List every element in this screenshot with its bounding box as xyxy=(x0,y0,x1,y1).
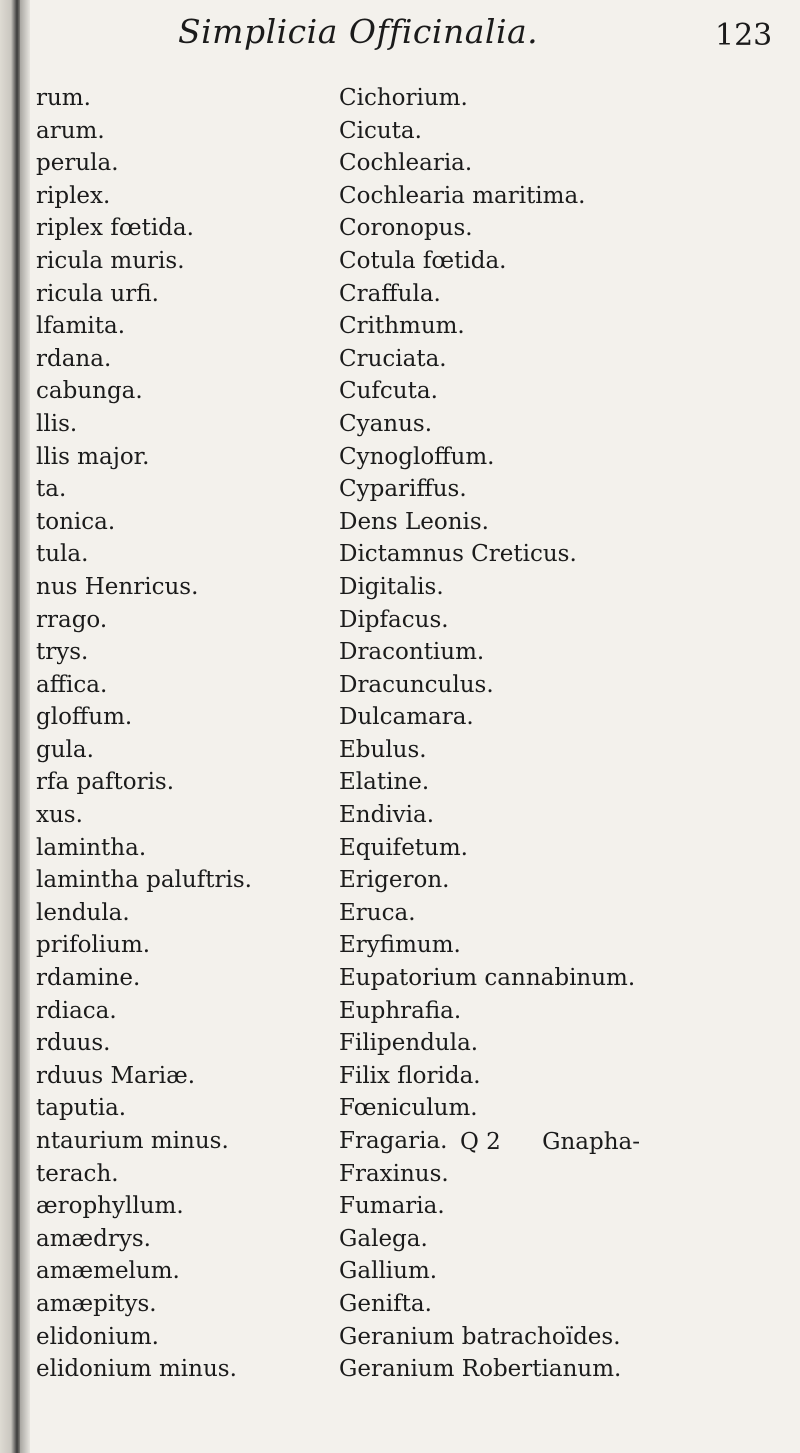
list-item: rrago. xyxy=(36,606,108,633)
list-item: Genifta. xyxy=(339,1290,432,1317)
list-item: Dulcamara. xyxy=(339,704,474,731)
list-item: trys. xyxy=(36,639,89,666)
list-item: Euphrafia. xyxy=(339,997,462,1024)
list-item: lendula. xyxy=(36,899,130,926)
page-footer xyxy=(460,1129,640,1155)
list-item: Cyanus. xyxy=(339,410,433,437)
list-item: Cruciata. xyxy=(339,345,447,372)
list-item: Dictamnus Creticus. xyxy=(339,541,577,568)
list-item: riplex fœtida. xyxy=(36,215,194,242)
list-item: ricula muris. xyxy=(36,247,185,274)
list-item: rduus Mariæ. xyxy=(36,1062,196,1089)
list-item: taputia. xyxy=(36,1095,127,1122)
page-number: 123 xyxy=(715,18,773,53)
list-item: elidonium. xyxy=(36,1323,159,1350)
list-item: ærophyllum. xyxy=(36,1193,184,1220)
list-item: nus Henricus. xyxy=(36,573,199,600)
list-item: rum. xyxy=(36,85,91,111)
list-item: xus. xyxy=(36,802,83,829)
list-item: Fraxinus. xyxy=(339,1160,449,1187)
list-item: ntaurium minus. xyxy=(36,1128,229,1154)
list-item: Filipendula. xyxy=(339,1030,479,1057)
list-item: Dens Leonis. xyxy=(339,508,489,535)
list-item: Coronopus. xyxy=(339,215,473,242)
list-item: Crithmum. xyxy=(339,313,465,340)
catchword: Gnapha- xyxy=(542,1129,641,1155)
list-item: Geranium Robertianum. xyxy=(339,1356,622,1383)
list-item: Craffula. xyxy=(339,280,441,307)
list-item: Eruca. xyxy=(339,899,416,926)
list-item: Cicuta. xyxy=(339,117,422,144)
list-item: Dracunculus. xyxy=(339,671,494,698)
list-item: prifolium. xyxy=(36,932,151,959)
list-item: Ebulus. xyxy=(339,736,427,763)
list-item: Dipfacus. xyxy=(339,606,449,633)
list-item: Geranium batrachoïdes. xyxy=(339,1323,621,1350)
book-gutter-shadow xyxy=(0,0,20,1453)
list-item: lfamita. xyxy=(36,313,126,340)
list-item: lamintha paluftris. xyxy=(36,867,252,894)
list-item: terach. xyxy=(36,1160,119,1187)
list-item: Cynogloffum. xyxy=(339,443,495,470)
left-column xyxy=(36,82,336,1386)
list-item: elidonium minus. xyxy=(36,1356,237,1383)
list-item: Gallium. xyxy=(339,1258,438,1285)
signature-mark: Q 2 xyxy=(460,1129,501,1155)
running-head: Simplicia Officinalia. xyxy=(178,12,539,51)
list-item: rduus. xyxy=(36,1030,111,1057)
list-item: Equifetum. xyxy=(339,834,468,861)
list-item: affica. xyxy=(36,671,108,698)
list-item: Erigeron. xyxy=(339,867,450,894)
list-item: lamintha. xyxy=(36,834,147,861)
list-item: rdiaca. xyxy=(36,997,117,1024)
list-item: tonica. xyxy=(36,508,116,535)
list-item: llis. xyxy=(36,410,78,437)
list-item: gloffum. xyxy=(36,704,133,731)
list-item: amæmelum. xyxy=(36,1258,180,1285)
list-item: Eryfimum. xyxy=(339,932,461,959)
list-item: rdana. xyxy=(36,345,112,372)
list-item: ta. xyxy=(36,476,67,503)
list-item: arum. xyxy=(36,117,105,144)
list-item: rdamine. xyxy=(36,965,141,992)
list-item: Galega. xyxy=(339,1225,428,1252)
list-item: ricula urfi. xyxy=(36,280,159,307)
list-item: llis major. xyxy=(36,443,150,470)
list-item: gula. xyxy=(36,736,94,763)
page-header xyxy=(0,12,800,60)
list-item: cabunga. xyxy=(36,378,143,405)
list-item: amæpitys. xyxy=(36,1290,157,1317)
list-item: Digitalis. xyxy=(339,573,444,600)
list-item: Cochlearia. xyxy=(339,150,473,177)
list-item: perula. xyxy=(36,150,119,177)
list-item: Cochlearia maritima. xyxy=(339,182,586,209)
list-item: Filix florida. xyxy=(339,1062,481,1089)
list-item: Dracontium. xyxy=(339,639,485,666)
list-item: amædrys. xyxy=(36,1225,151,1252)
list-item: tula. xyxy=(36,541,89,568)
list-item: riplex. xyxy=(36,182,111,209)
page-inner-margin xyxy=(20,0,30,1453)
list-item: Fumaria. xyxy=(339,1193,445,1220)
right-column xyxy=(339,82,779,1386)
list-item: Cotula fœtida. xyxy=(339,247,507,274)
list-item: Cufcuta. xyxy=(339,378,438,405)
list-item: Eupatorium cannabinum. xyxy=(339,965,636,992)
list-item: Elatine. xyxy=(339,769,430,796)
list-item: Fœniculum. xyxy=(339,1095,478,1122)
list-item: Endivia. xyxy=(339,802,435,829)
list-item: Cypariffus. xyxy=(339,476,467,503)
list-item: Cichorium. xyxy=(339,85,468,111)
list-item: Fragaria. xyxy=(339,1128,448,1154)
list-item: rfa paftoris. xyxy=(36,769,175,796)
